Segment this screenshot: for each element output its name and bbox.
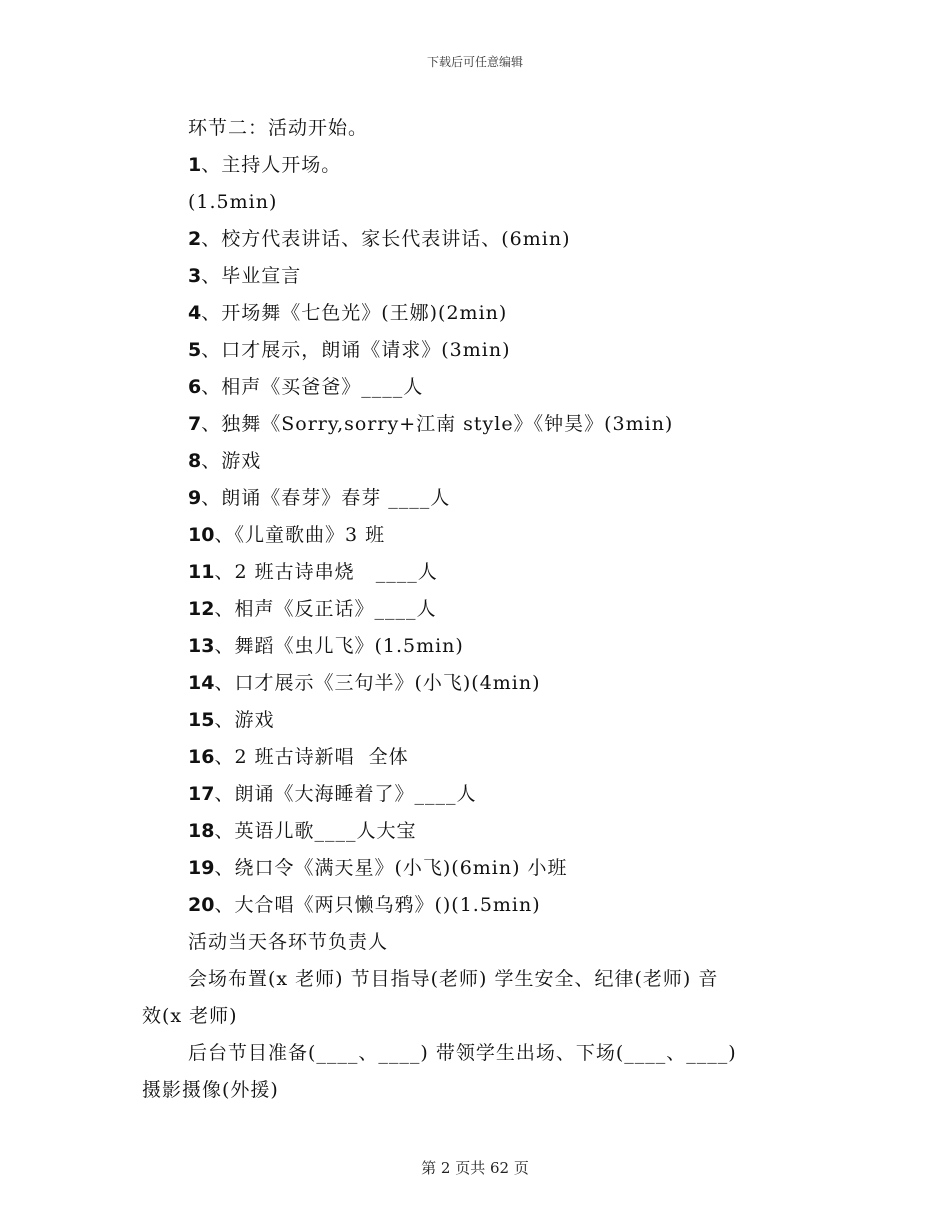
paragraph-line: 会场布置(x 老师) 节目指导(老师) 学生安全、纪律(老师) 音 (188, 968, 719, 990)
item-text: 、朗诵《大海睡着了》____人 (214, 783, 477, 805)
list-item (142, 517, 822, 554)
item-number: 17 (188, 783, 215, 805)
page-footer: 第 2 页共 62 页 (421, 1159, 529, 1177)
item-number: 10 (188, 524, 215, 546)
item-number: 9 (188, 487, 202, 509)
item-text: 、英语儿歌____人大宝 (214, 820, 417, 842)
list-item (142, 887, 822, 924)
item-number: 6 (188, 376, 202, 398)
item-text: 活动当天各环节负责人 (188, 931, 389, 953)
item-text: 、毕业宣言 (201, 265, 302, 287)
list-item (142, 443, 822, 480)
item-number: 18 (188, 820, 215, 842)
item-number: 1 (188, 154, 202, 176)
item-number: 15 (188, 709, 215, 731)
item-text: 、《儿童歌曲》3 班 (214, 524, 386, 546)
item-number: 3 (188, 265, 202, 287)
item-number: 16 (188, 746, 215, 768)
item-text: 、独舞《Sorry,sorry+江南 style》《钟昊》(3min) (201, 413, 674, 435)
program-list (142, 110, 822, 961)
item-number: 4 (188, 302, 202, 324)
document-body (142, 110, 822, 1109)
page-header: 下载后可任意编辑 (426, 55, 523, 69)
list-item (142, 813, 822, 850)
list-item (142, 110, 822, 147)
item-text: 环节二：活动开始。 (188, 117, 369, 139)
item-number: 7 (188, 413, 202, 435)
item-text: 、游戏 (201, 450, 262, 472)
item-text: 、游戏 (214, 709, 275, 731)
item-text: 、2 班古诗新唱 全体 (214, 746, 409, 768)
item-number: 20 (188, 894, 215, 916)
item-text: 、绕口令《满天星》(小飞)(6min) 小班 (214, 857, 568, 879)
list-item (142, 924, 822, 961)
item-number: 5 (188, 339, 202, 361)
list-item (142, 591, 822, 628)
list-item (142, 628, 822, 665)
paragraph-line: 摄影摄像(外援) (142, 1079, 279, 1101)
item-number: 12 (188, 598, 215, 620)
list-item (142, 332, 822, 369)
paragraph-backstage (142, 1035, 822, 1109)
list-item (142, 184, 822, 221)
item-text: 、相声《买爸爸》____人 (201, 376, 424, 398)
item-text: 、校方代表讲话、家长代表讲话、(6min) (201, 228, 571, 250)
item-text: 、朗诵《春芽》春芽 ____人 (201, 487, 451, 509)
item-text: 、开场舞《七色光》(王娜)(2min) (201, 302, 508, 324)
list-item (142, 480, 822, 517)
list-item (142, 406, 822, 443)
item-number: 14 (188, 672, 215, 694)
list-item (142, 702, 822, 739)
list-item (142, 295, 822, 332)
item-text: 、口才展示，朗诵《请求》(3min) (201, 339, 511, 361)
paragraph-line: 后台节目准备(____、____) 带领学生出场、下场(____、____) (188, 1042, 737, 1064)
list-item (142, 221, 822, 258)
item-text: 、2 班古诗串烧 ____人 (214, 561, 438, 583)
paragraph-line: 效(x 老师) (142, 1005, 238, 1027)
item-text: 、大合唱《两只懒乌鸦》()(1.5min) (214, 894, 541, 916)
list-item (142, 147, 822, 184)
list-item (142, 665, 822, 702)
item-number: 13 (188, 635, 215, 657)
item-number: 19 (188, 857, 215, 879)
item-number: 8 (188, 450, 202, 472)
list-item (142, 739, 822, 776)
item-number: 11 (188, 561, 215, 583)
item-number: 2 (188, 228, 202, 250)
paragraph-responsibilities (142, 961, 822, 1035)
item-text: 、舞蹈《虫儿飞》(1.5min) (214, 635, 464, 657)
list-item (142, 850, 822, 887)
item-text: 、相声《反正话》____人 (214, 598, 437, 620)
list-item (142, 554, 822, 591)
item-text: 、主持人开场。 (201, 154, 342, 176)
list-item (142, 258, 822, 295)
list-item (142, 369, 822, 406)
item-text: 、口才展示《三句半》(小飞)(4min) (214, 672, 541, 694)
list-item (142, 776, 822, 813)
item-text: (1.5min) (188, 191, 278, 213)
